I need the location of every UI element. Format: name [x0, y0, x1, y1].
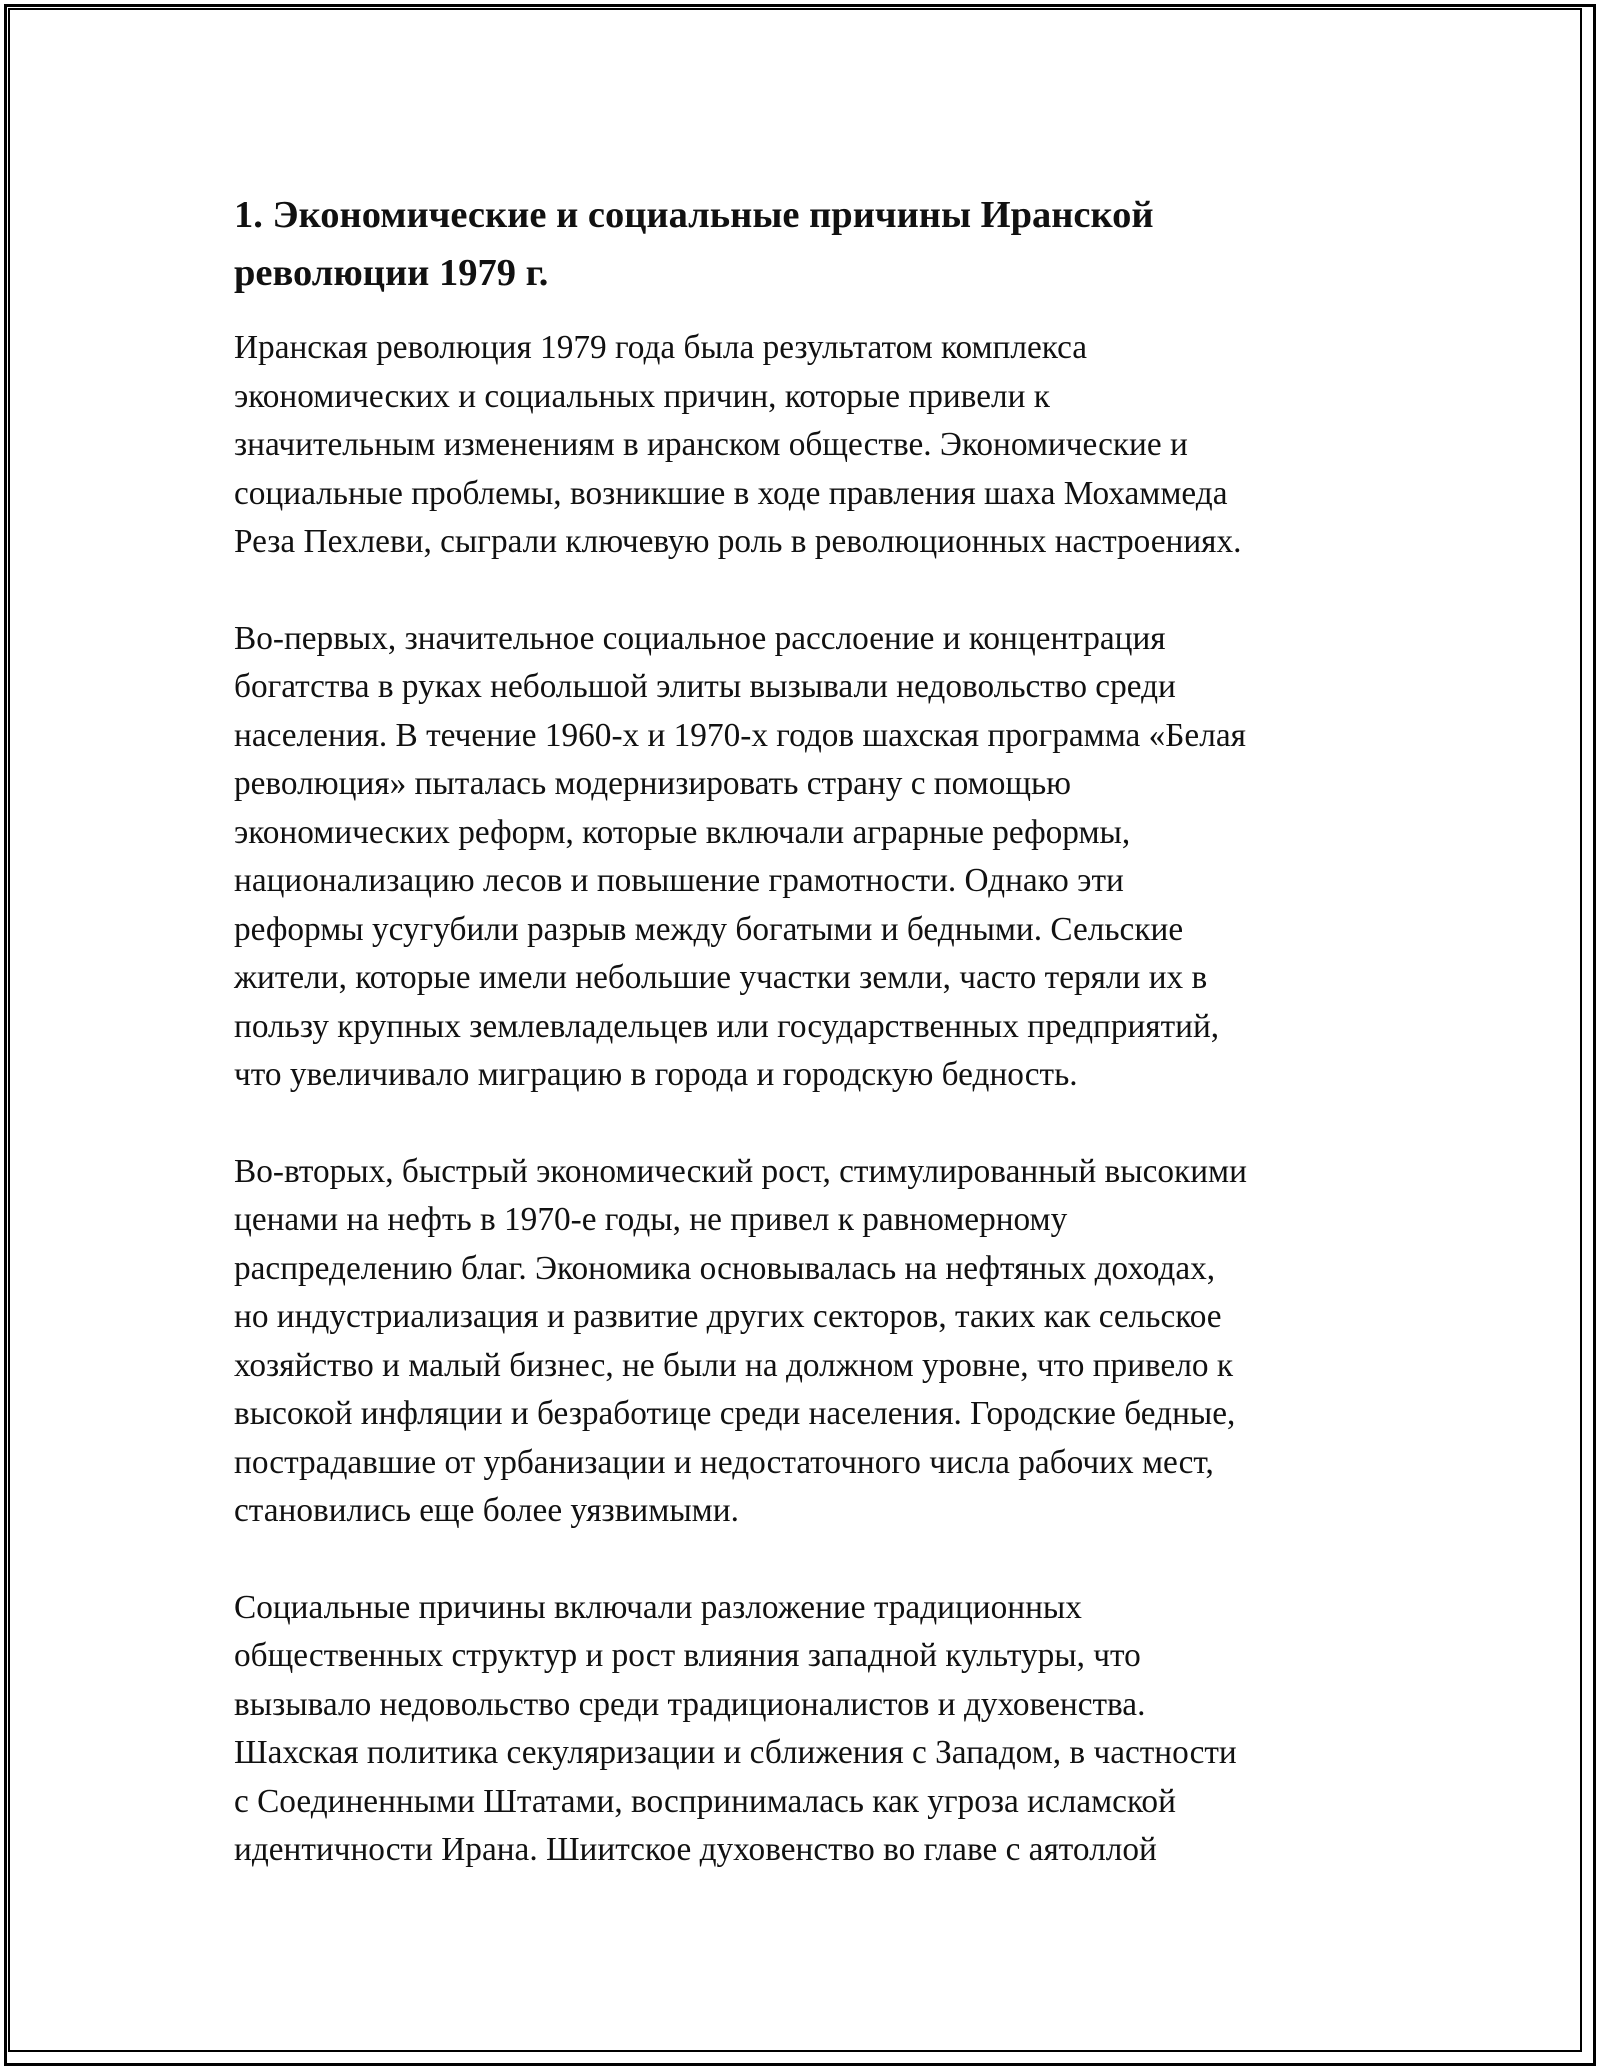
text-line: высокой инфляции и безработице среди населения. Городские бедные, — [234, 1395, 1236, 1432]
text-line: распределению благ. Экономика основывалась на нефтяных доходах, — [234, 1249, 1216, 1287]
text-line: революция» пыталась модернизировать страну с помощью — [234, 765, 1072, 802]
text-line: пользу крупных землевладельцев или государственных предприятий, — [234, 1007, 1220, 1045]
text-line: но индустриализация и развитие других секторов, таких как сельское — [234, 1298, 1222, 1335]
paragraph-second-reason — [234, 1148, 1364, 1536]
paragraph-introduction — [234, 324, 1364, 567]
text-line: идентичности Ирана. Шиитское духовенство во главе с аятоллой — [234, 1831, 1157, 1868]
text-line: экономических реформ, которые включали аграрные реформы, — [234, 813, 1131, 851]
text-line: социальные проблемы, возникшие в ходе правления шаха Мохаммеда — [234, 474, 1228, 512]
text-line: жители, которые имели небольшие участки земли, часто теряли их в — [234, 959, 1208, 996]
text-line: пострадавшие от урбанизации и недостаточного числа рабочих мест, — [234, 1443, 1214, 1481]
text-line: становились еще более уязвимыми. — [234, 1492, 739, 1529]
text-line: ценами на нефть в 1970-е годы, не привел к равномерному — [234, 1201, 1068, 1238]
text-line: вызывало недовольство среди традиционалистов и духовенства. — [234, 1685, 1146, 1723]
section-heading — [234, 186, 1254, 302]
text-line: Во-первых, значительное социальное расслоение и концентрация — [234, 619, 1166, 657]
text-line: экономических и социальных причин, которые привели к — [234, 377, 1050, 415]
document-body — [234, 186, 1364, 1875]
text-line: богатства в руках небольшой элиты вызывали недовольство среди — [234, 668, 1176, 705]
text-line: что увеличивало миграцию в города и городскую бедность. — [234, 1056, 1078, 1093]
heading-line: революции 1979 г. — [234, 252, 549, 294]
text-line: Социальные причины включали разложение традиционных — [234, 1588, 1082, 1626]
text-line: реформы усугубили разрыв между богатыми и бедными. Сельские — [234, 910, 1184, 948]
heading-line: 1. Экономические и социальные причины Иранской — [234, 194, 1154, 236]
text-line: хозяйство и малый бизнес, не были на должном уровне, что привело к — [234, 1346, 1234, 1384]
paragraph-first-reason — [234, 615, 1364, 1100]
text-line: Реза Пехлеви, сыграли ключевую роль в революционных настроениях. — [234, 523, 1242, 560]
text-line: с Соединенными Штатами, воспринималась как угроза исламской — [234, 1782, 1176, 1820]
text-line: населения. В течение 1960-х и 1970-х годов шахская программа «Белая — [234, 716, 1246, 754]
text-line: Иранская революция 1979 года была результатом комплекса — [234, 329, 1088, 366]
text-line: значительным изменениям в иранском обществе. Экономические и — [234, 426, 1188, 463]
text-line: Во-вторых, быстрый экономический рост, стимулированный высокими — [234, 1152, 1247, 1190]
text-line: национализацию лесов и повышение грамотности. Однако эти — [234, 862, 1124, 899]
text-line: общественных структур и рост влияния западной культуры, что — [234, 1637, 1141, 1674]
text-line: Шахская политика секуляризации и сближения с Западом, в частности — [234, 1734, 1237, 1771]
paragraph-social-causes — [234, 1584, 1364, 1875]
